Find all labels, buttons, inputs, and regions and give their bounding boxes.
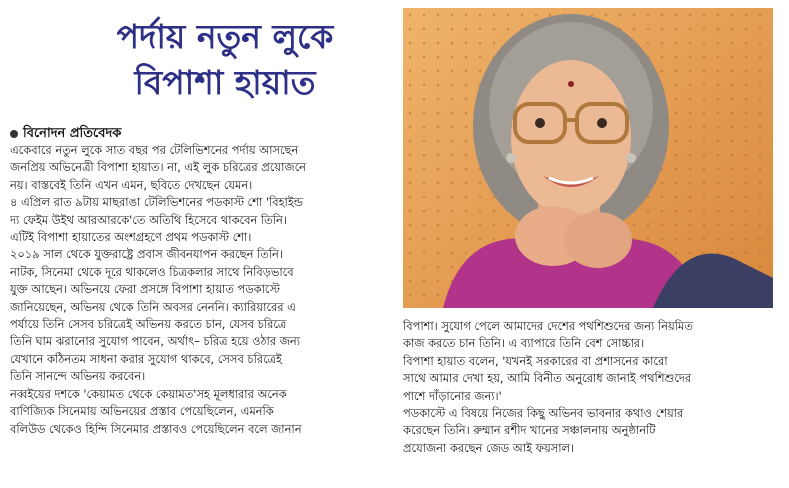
- text-line: নাটক, সিনেমা থেকে দূরে থাকলেও চিত্রকলার সাথে নিবিড়ভাবে: [10, 264, 294, 279]
- text-line: পডকাস্টে এ বিষয়ে নিজের কিছু অভিনব ভাবনার কথাও শেয়ার: [403, 406, 684, 421]
- article-headline: [60, 14, 390, 106]
- text-line: জনপ্রিয় অভিনেত্রী বিপাশা হায়াত। না, এই লুক চরিত্রের প্রয়োজনে: [10, 160, 306, 175]
- headline-line-1: পর্দায় নতুন লুকে: [116, 17, 334, 56]
- text-line: করেছেন তিনি। রুম্মান রশীদ খানের সঞ্চালনায় অনুষ্ঠানটি: [403, 423, 656, 438]
- headline-line-2: বিপাশা হায়াত: [134, 63, 316, 102]
- paragraph: [403, 318, 775, 353]
- bullet-icon: [10, 130, 18, 138]
- byline-text: বিনোদন প্রতিবেদক: [23, 126, 122, 141]
- text-line: এটিই বিপাশা হায়াতের অংশগ্রহণে প্রথম পডকাস্ট শো।: [10, 230, 252, 245]
- text-line: তিনি ঘাম ঝরানোর সুযোগ পাবেন, অর্থাৎ– চরিত্র হয়ে ওঠার জন্য: [10, 334, 301, 349]
- article-body-right-column: [403, 318, 775, 457]
- text-line: ২০১৯ সাল থেকে যুক্তরাষ্ট্রে প্রবাস জীবনযাপন করছেন তিনি।: [10, 247, 283, 262]
- text-line: পর্যায়ে তিনি সেসব চরিত্রেই অভিনয় করতে চান, যেসব চরিত্রে: [10, 317, 287, 332]
- text-line: যুক্ত আছেন। অভিনয়ে ফেরা প্রসঙ্গে বিপাশা হায়াত পডকাস্টে: [10, 282, 280, 297]
- text-line: নব্বইয়ের দশকে 'কেয়ামত থেকে কেয়ামত'সহ মূলধারার অনেক: [10, 386, 287, 401]
- paragraph: [10, 386, 394, 438]
- text-line: তিনি সানন্দে অভিনয় করবেন।: [10, 369, 146, 384]
- portrait-photo: [403, 8, 773, 308]
- text-line: প্রযোজনা করছেন জেড আই ফয়সাল।: [403, 440, 575, 455]
- portrait-photo-icon: [403, 8, 773, 308]
- paragraph: [403, 353, 775, 405]
- text-line: দ্য ফেইম উইথ আরআরকে'তে অতিথি হিসেবে থাকবেন তিনি।: [10, 212, 287, 227]
- text-line: বাণিজ্যিক সিনেমায় অভিনয়ের প্রস্তাব পেয়েছিলেন, এমনকি: [10, 404, 274, 419]
- article-body-left-column: [10, 142, 394, 438]
- text-line: বলিউড থেকেও হিন্দি সিনেমার প্রস্তাবও পেয়েছিলেন বলে জানান: [10, 421, 302, 436]
- paragraph: [403, 405, 775, 457]
- text-line: একেবারে নতুন লুকে সাত বছর পর টেলিভিশনের পর্দায় আসছেন: [10, 143, 299, 157]
- text-line: জানিয়েছেন, অভিনয় থেকে তিনি অবসর নেননি। ক্যারিয়ারের এ: [10, 299, 296, 314]
- text-line: নয়। বাস্তবেই তিনি এখন এমন, ছবিতে দেখছেন যেমন।: [10, 177, 253, 192]
- text-line: বিপাশা হায়াত বলেন, 'যখনই সরকারের বা প্রশাসনের কারো: [403, 353, 668, 368]
- text-line: পাশে দাঁড়ানোর জন্য।': [403, 388, 502, 403]
- paragraph: [10, 142, 394, 194]
- text-line: কাজ করতে চান তিনি। এ ব্যাপারে তিনি বেশ সোচ্চার।: [403, 336, 645, 351]
- text-line: যেখানে কঠিনতম সাধনা করার সুযোগ থাকবে, সেসব চরিত্রেই: [10, 351, 282, 366]
- paragraph: [10, 246, 394, 385]
- text-line: সাথে আমার দেখা হয়, আমি বিনীত অনুরোধ জানাই পথশিশুদের: [403, 371, 692, 386]
- paragraph: [10, 194, 394, 246]
- text-line: ৪ এপ্রিল রাত ৯টায় মাছরাঙা টেলিভিশনের পডকাস্ট শো 'বিহাইন্ড: [10, 195, 303, 210]
- text-line: বিপাশা। সুযোগ পেলে আমাদের দেশের পথশিশুদের জন্য নিয়মিত: [403, 319, 693, 333]
